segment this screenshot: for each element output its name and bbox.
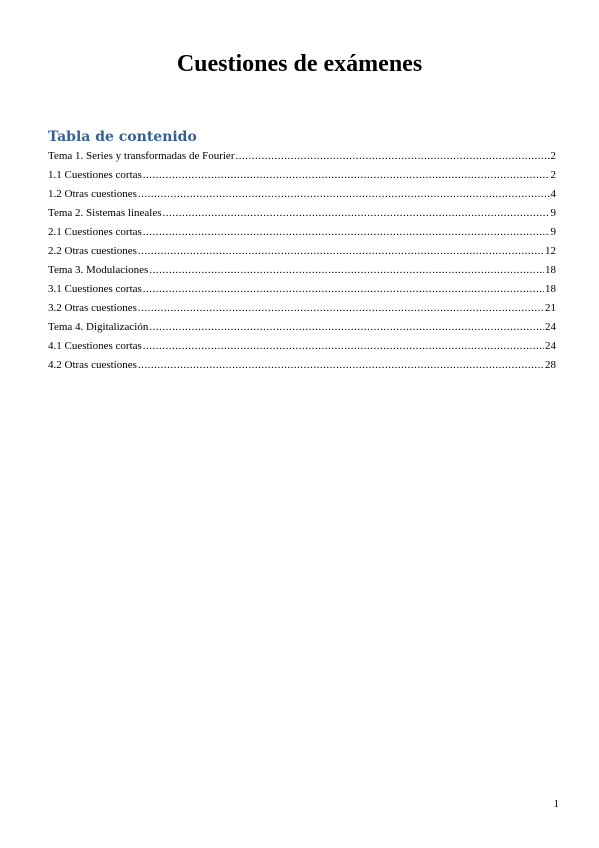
toc-dot-leader bbox=[138, 357, 544, 373]
toc-entry-page[interactable]: 9 bbox=[550, 207, 556, 219]
toc-entry-tema-2[interactable] bbox=[48, 205, 556, 224]
toc-entry-3-1[interactable] bbox=[48, 281, 556, 300]
toc-entry-4-1[interactable] bbox=[48, 338, 556, 357]
toc-entry-page[interactable]: 21 bbox=[545, 302, 556, 314]
toc-entry-label[interactable]: Tema 1. Series y transformadas de Fourier bbox=[48, 150, 235, 162]
toc-entry-page[interactable]: 28 bbox=[545, 359, 556, 371]
toc-entry-label[interactable]: 1.2 Otras cuestiones bbox=[48, 188, 137, 200]
toc-entry-page[interactable]: 12 bbox=[545, 245, 556, 257]
toc-entry-tema-1[interactable] bbox=[48, 148, 556, 167]
toc-entry-2-2[interactable] bbox=[48, 243, 556, 262]
toc-entry-label[interactable]: Tema 3. Modulaciones bbox=[48, 264, 149, 276]
toc-entry-1-1[interactable] bbox=[48, 167, 556, 186]
page-number: 1 bbox=[553, 798, 559, 810]
toc-entry-1-2[interactable] bbox=[48, 186, 556, 205]
toc-dot-leader bbox=[143, 224, 550, 240]
toc-dot-leader bbox=[149, 319, 544, 335]
page-title: Cuestiones de exámenes bbox=[176, 51, 423, 77]
toc-entry-3-2[interactable] bbox=[48, 300, 556, 319]
toc-entry-label[interactable]: 2.1 Cuestiones cortas bbox=[48, 226, 142, 238]
toc-entry-page[interactable]: 18 bbox=[545, 283, 556, 295]
toc-entry-2-1[interactable] bbox=[48, 224, 556, 243]
toc-dot-leader bbox=[138, 186, 550, 202]
toc-dot-leader bbox=[235, 148, 549, 164]
toc-entry-page[interactable]: 24 bbox=[545, 321, 556, 333]
toc-entry-label[interactable]: Tema 2. Sistemas lineales bbox=[48, 207, 162, 219]
toc-entry-page[interactable]: 2 bbox=[550, 169, 556, 181]
toc-entry-label[interactable]: Tema 4. Digitalización bbox=[48, 321, 149, 333]
toc-entry-tema-4[interactable] bbox=[48, 319, 556, 338]
toc-entry-page[interactable]: 9 bbox=[550, 226, 556, 238]
toc-entry-label[interactable]: 1.1 Cuestiones cortas bbox=[48, 169, 142, 181]
toc-dot-leader bbox=[162, 205, 549, 221]
toc-dot-leader bbox=[149, 262, 544, 278]
toc-dot-leader bbox=[143, 338, 544, 354]
toc-entry-4-2[interactable] bbox=[48, 357, 556, 376]
toc-entry-page[interactable]: 2 bbox=[550, 150, 556, 162]
toc-dot-leader bbox=[143, 167, 550, 183]
toc-entry-tema-3[interactable] bbox=[48, 262, 556, 281]
toc-dot-leader bbox=[143, 281, 544, 297]
toc-entry-page[interactable]: 4 bbox=[550, 188, 556, 200]
toc-dot-leader bbox=[138, 243, 544, 259]
toc-entry-label[interactable]: 3.2 Otras cuestiones bbox=[48, 302, 137, 314]
toc-heading: Tabla de contenido bbox=[48, 129, 197, 145]
toc-entry-page[interactable]: 18 bbox=[545, 264, 556, 276]
toc-entry-label[interactable]: 2.2 Otras cuestiones bbox=[48, 245, 137, 257]
toc-entry-label[interactable]: 4.2 Otras cuestiones bbox=[48, 359, 137, 371]
toc-dot-leader bbox=[138, 300, 544, 316]
toc-entry-page[interactable]: 24 bbox=[545, 340, 556, 352]
toc-entry-label[interactable]: 4.1 Cuestiones cortas bbox=[48, 340, 142, 352]
table-of-contents bbox=[48, 148, 556, 376]
toc-entry-label[interactable]: 3.1 Cuestiones cortas bbox=[48, 283, 142, 295]
